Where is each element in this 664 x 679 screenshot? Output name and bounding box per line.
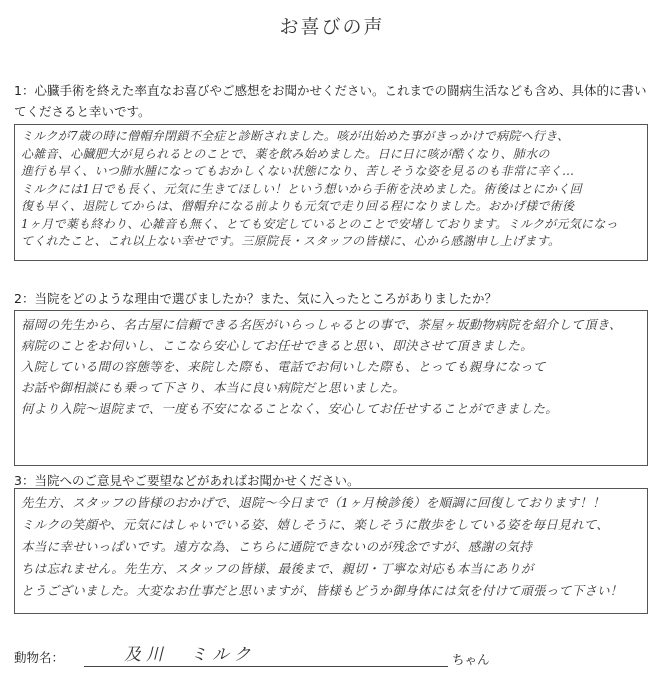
question-2: 2：当院をどのような理由で選びましたか？また、気に入ったところがありましたか？ [14,291,497,306]
answer-1-line: てくれたこと、これ以上ない幸せです。三原院長・スタッフの皆様に、心から感謝申し上げます。 [21,234,561,248]
answer-3-line: ちは忘れません。先生方、スタッフの皆様、最後まで、親切・丁寧な対応も本当にありが [21,561,534,576]
pet-suffix: ちゃん [452,652,490,667]
question-3: 3：当院へのご意見やご要望などがあればお聞かせください。 [14,473,360,488]
answer-2-line: 福岡の先生から、名古屋に信頼できる名医がいらっしゃるとの事で、茶屋ヶ坂動物病院を紹介して頂き、 [21,317,622,332]
answer-1-line: 復も早く、退院してからは、僧帽弁になる前よりも元気で走り回る程になりました。おかげ様で術後 [21,199,575,213]
answer-box-2 [14,310,648,466]
answer-box-3 [14,488,648,614]
answer-2-line: お話や御相談にも乗って下さり、本当に良い病院だと思いました。 [21,380,406,395]
answer-1-line: 進行も早く、いつ肺水腫になってもおかしくない状態になり、苦しそうな姿を見るのも非常に辛く… [21,164,575,178]
pet-name-row [14,636,654,676]
answer-1-line: ミルクには1日でも長く、元気に生きてほしい！という想いから手術を決めました。術後はとにかく回 [21,181,582,196]
answer-1-line: 1ヶ月で薬も終わり、心雑音も無く、とても安定しているとのことで安堵しております。ミルクが元気になっ [21,216,618,231]
answer-3-line: 本当に幸せいっぱいです。遠方な為、こちらに通院できないのが残念ですが、感謝の気持 [21,539,533,554]
answer-2-line: 入院している間の容態等を、来院した際も、電話でお伺いした際も、とっても親身になって [21,359,546,374]
pet-name-underline [84,666,448,667]
answer-2-line: 病院のことをお伺いし、ここなら安心してお任せできると思い、即決させて頂きました。 [21,338,534,353]
pet-label: 動物名： [14,650,65,665]
answer-3-line: ミルクの笑顔や、元気にはしゃいでいる姿、嬉しそうに、楽しそうに散歩をしている姿を毎日見れて、 [21,517,610,532]
answer-1-line: 心雑音、心臓肥大が見られるとのことで、薬を飲み始めました。日に日に咳が酷くなり、肺水の [21,146,550,161]
question-1: 1：心臓手術を終えた率直なお喜びやご感想をお聞かせください。これまでの闘病生活なども含め、具体的に書いてくださると幸いです。 [14,83,647,119]
answer-2-line: 何より入院～退院まで、一度も不安になることなく、安心してお任せすることができました。 [21,401,559,416]
answer-3-line: 先生方、スタッフの皆様のおかげで、退院～今日まで（1ヶ月検診後）を順調に回復しております！！ [21,495,606,510]
answer-1-line: ミルクが7歳の時に僧帽弁閉鎖不全症と診断されました。咳が出始めた事がきっかけで病院へ行き、 [21,129,570,143]
answer-3-line: とうございました。大変なお仕事だと思いますが、皆様もどうか御身体には気を付けて頑張って下さい！ [21,583,623,598]
answer-box-1 [14,124,648,261]
page-title: お喜びの声 [279,16,385,38]
pet-name: 及川 ミルク [124,645,256,665]
